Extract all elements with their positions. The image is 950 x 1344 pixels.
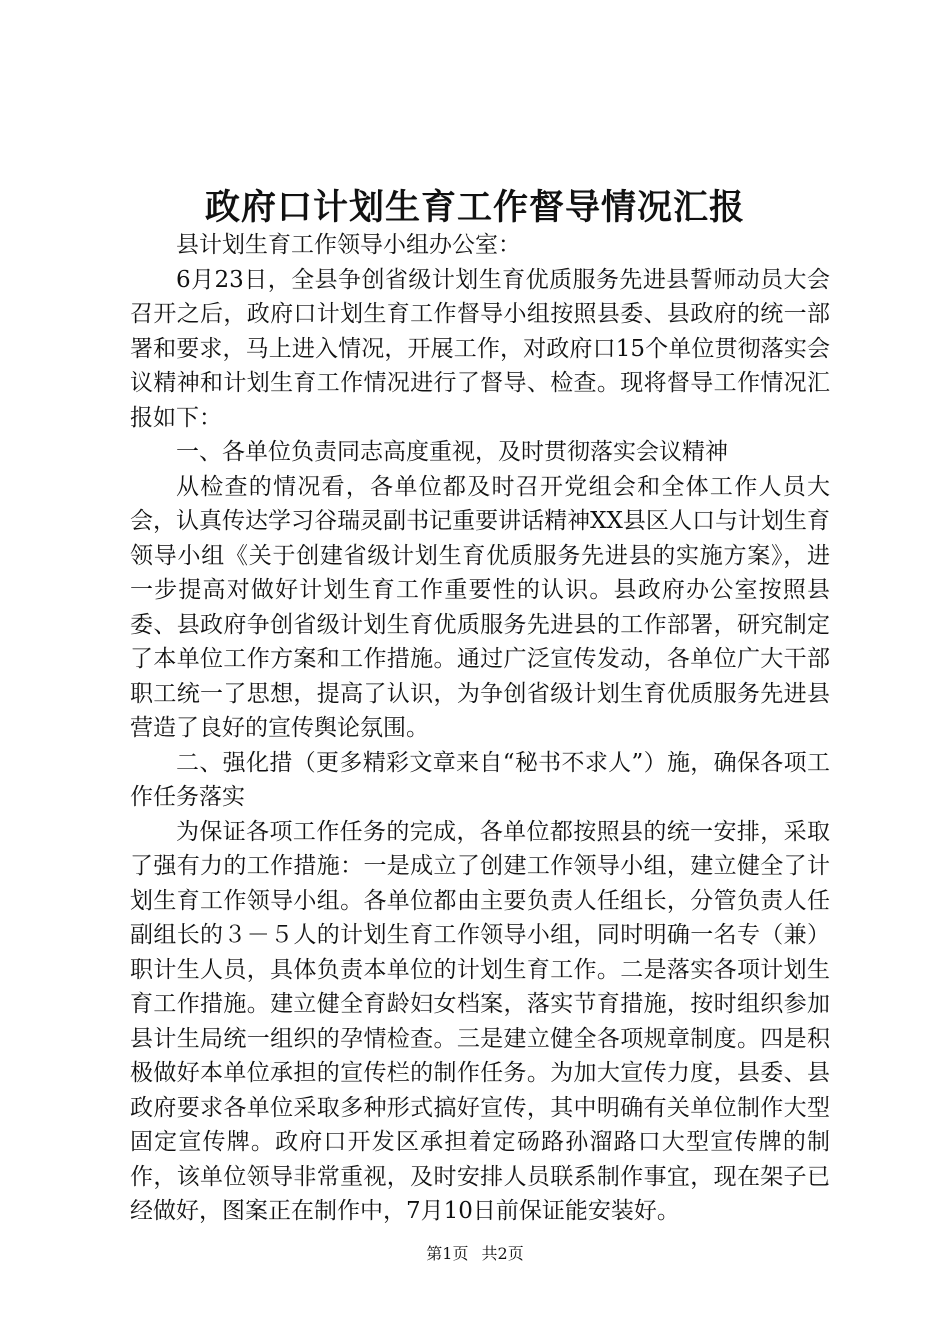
- section-heading-2: 二、强化措（更多精彩文章来自“秘书不求人”）施，确保各项工作任务落实: [130, 749, 830, 810]
- paragraph-section-2: 为保证各项工作任务的完成，各单位都按照县的统一安排，采取了强有力的工作措施：一是成立了创建工作领导小组，建立健全了计划生育工作领导小组。各单位都由主要负责人任组长，分管负责人任副组长的３－５人的计划生育工作领导小组，同时明确一名专（兼）职计生人员，具体负责本单位的计划生育工作。二是落实各项计划生育工作措施。建立健全育龄妇女档案，落实节育措施，按时组织参加县计生局统一组织的孕情检查。三是建立健全各项规章制度。四是积极做好本单位承担的宣传栏的制作任务。为加大宣传力度，县委、县政府要求各单位采取多种形式搞好宣传，其中明确有关单位制作大型固定宣传牌。政府口开发区承担着定砀路孙溜路口大型宣传牌的制作，该单位领导非常重视，及时安排人员联系制作事宜，现在架子已经做好，图案正在制作中，7月10日前保证能安装好。: [130, 818, 830, 1224]
- document-body: [130, 228, 830, 1229]
- document-title: 政府口计划生育工作督导情况汇报: [204, 187, 745, 228]
- salutation: 县计划生育工作领导小组办公室：: [176, 232, 521, 258]
- page-number: 第1页: [426, 1244, 469, 1263]
- paragraph-intro: 6月23日，全县争创省级计划生育优质服务先进县誓师动员大会召开之后，政府口计划生育工作督导小组按照县委、县政府的统一部署和要求，马上进入情况，开展工作，对政府口15个单位贯彻落实会议精神和计划生育工作情况进行了督导、检查。现将督导工作情况汇报如下：: [130, 266, 830, 431]
- paragraph-section-1: 从检查的情况看，各单位都及时召开党组会和全体工作人员大会，认真传达学习谷瑞灵副书记重要讲话精神XX县区人口与计划生育领导小组《关于创建省级计划生育优质服务先进县的实施方案》，进一步提高对做好计划生育工作重要性的认识。县政府办公室按照县委、县政府争创省级计划生育优质服务先进县的工作部署，研究制定了本单位工作方案和工作措施。通过广泛宣传发动，各单位广大干部职工统一了思想，提高了认识，为争创省级计划生育优质服务先进县营造了良好的宣传舆论氛围。: [130, 473, 830, 741]
- section-heading-1: 一、各单位负责同志高度重视，及时贯彻落实会议精神: [176, 439, 728, 465]
- page-total: 共2页: [481, 1244, 524, 1263]
- page-footer: [0, 1243, 950, 1265]
